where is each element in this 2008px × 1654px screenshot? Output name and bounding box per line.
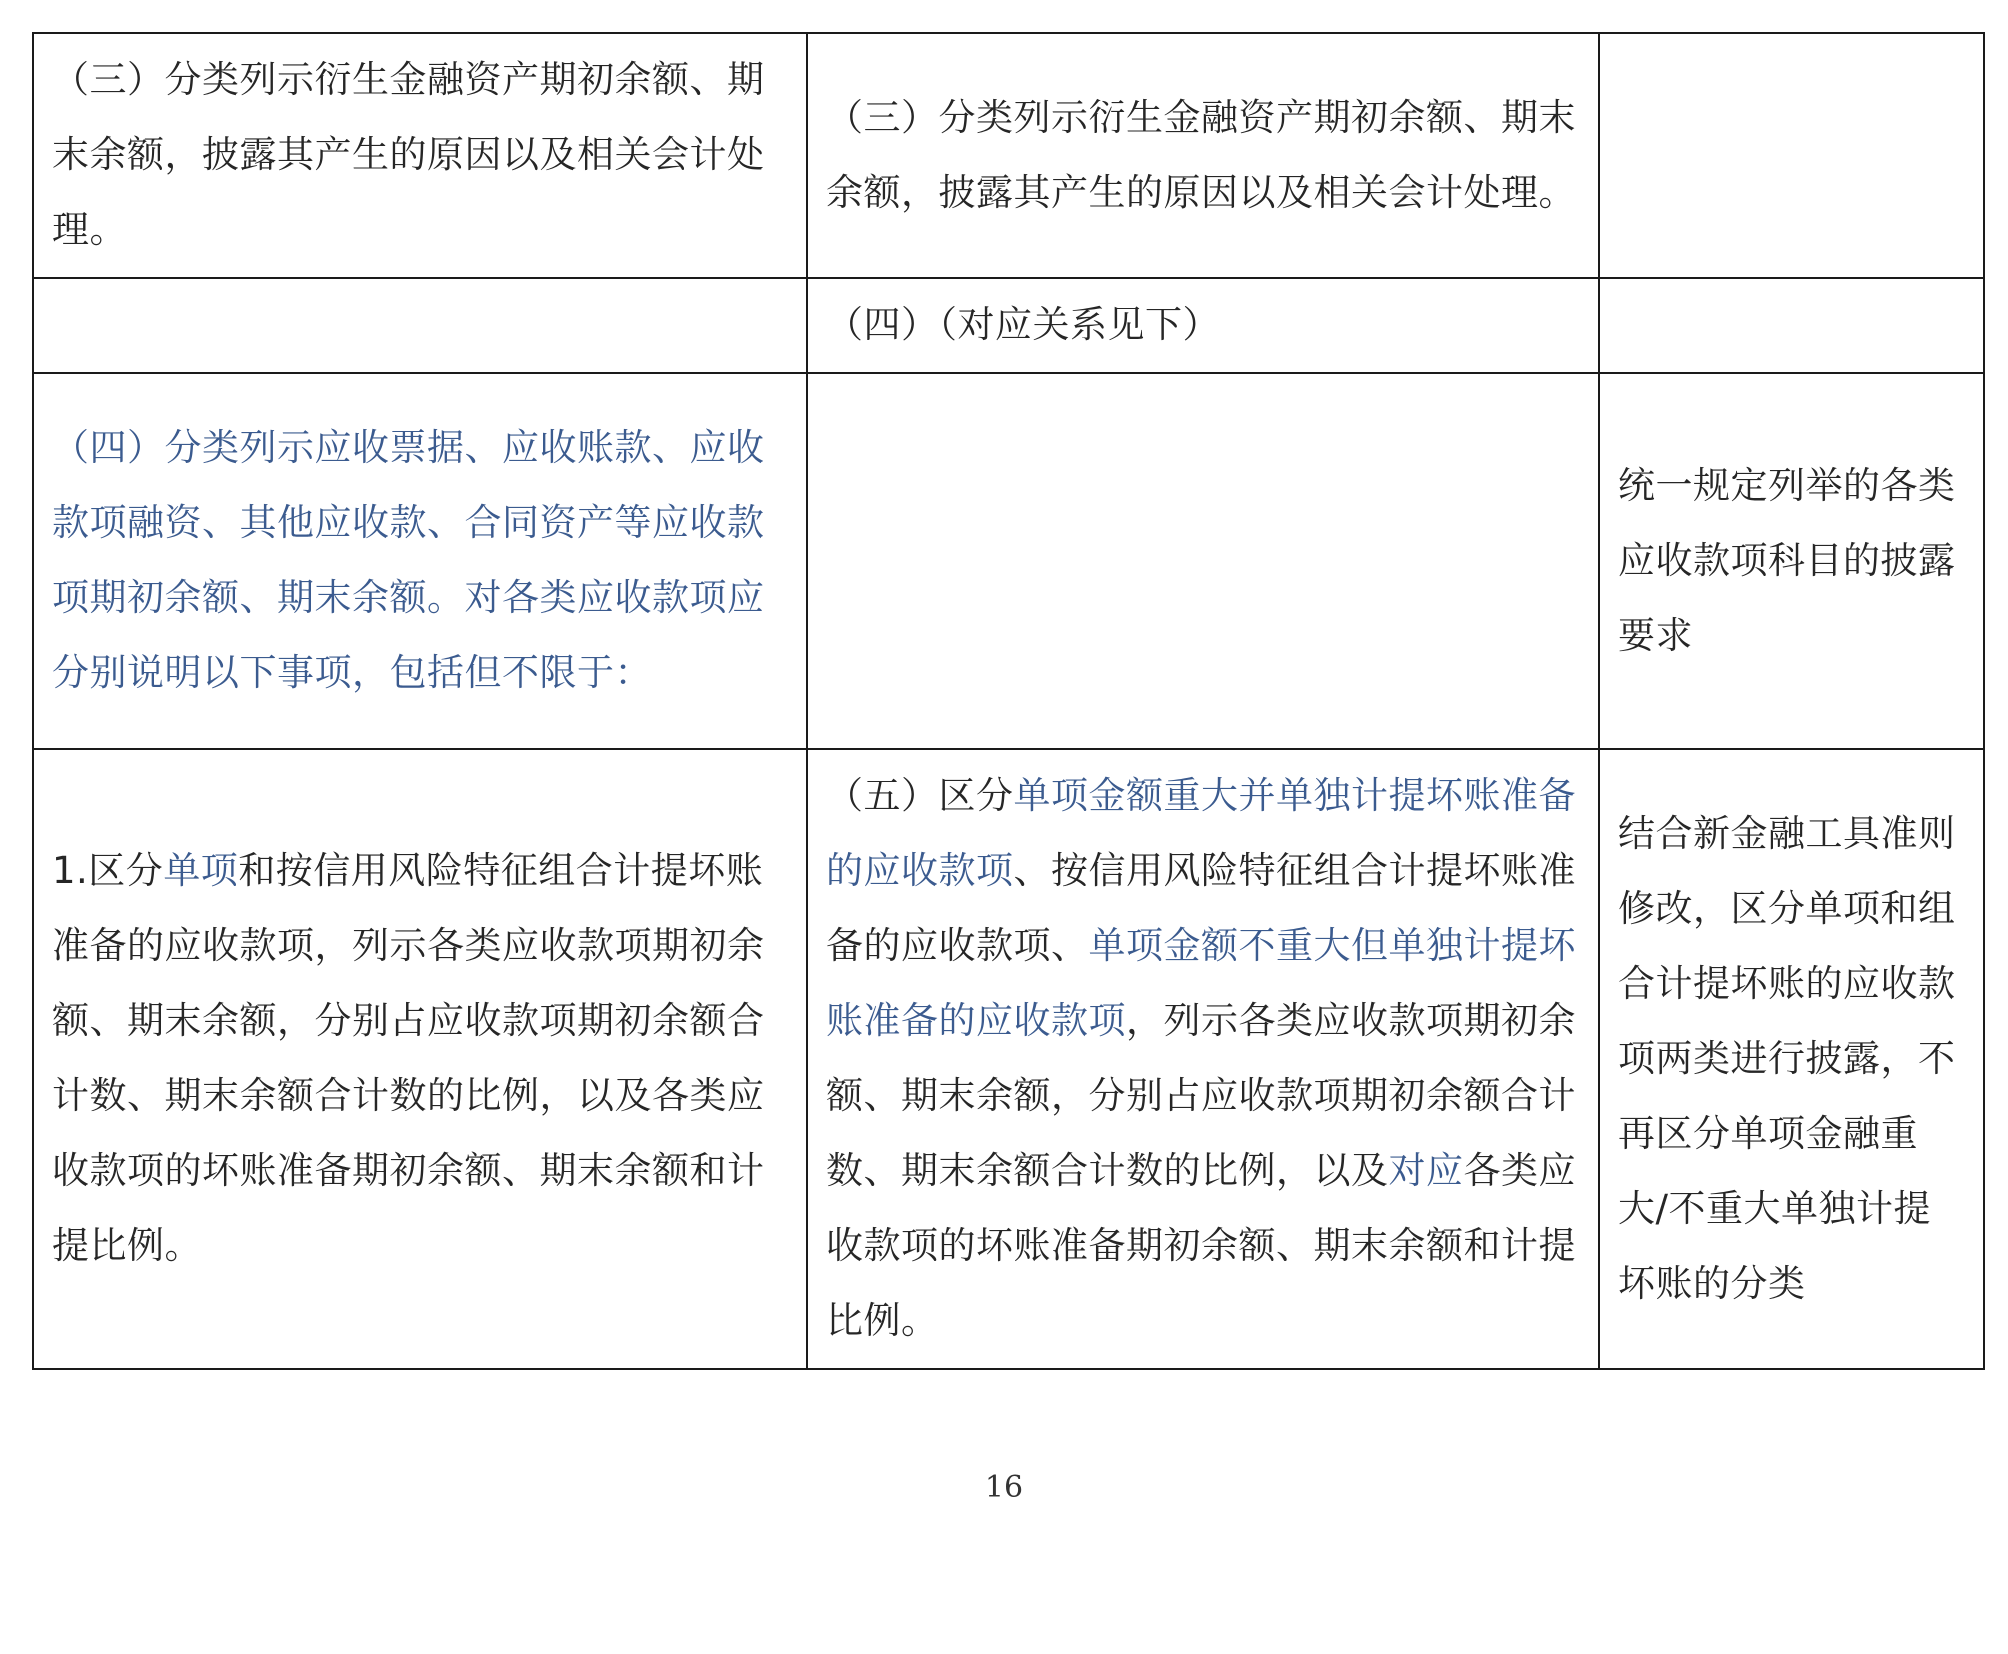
row-receivables-heading (33, 373, 1984, 749)
highlighted-text: 单项 (163, 849, 239, 892)
cell-text: 各类应收款项的坏账准备期初余额、期末余额和计提比例。 (826, 1149, 1576, 1342)
comparison-table (32, 32, 1985, 1370)
row-receivables-classification (33, 749, 1984, 1369)
cell-text: ，列示各类应收款项期初余额、期末余额，分别占应收款项期初余额合计数、期末余额合计数的比例，以及 (826, 999, 1576, 1192)
page-number: 16 (984, 1470, 1024, 1505)
row-derivative-assets (33, 33, 1984, 278)
remark-cell (1599, 33, 1984, 278)
previous-standard-cell (807, 33, 1599, 278)
cell-text: （四）（对应关系见下） (826, 303, 1220, 346)
old-standard-cell (33, 33, 807, 278)
comparison-table-body (33, 33, 1984, 1369)
remark-cell (1599, 749, 1984, 1369)
remark-cell (1599, 278, 1984, 373)
remark-cell (1599, 373, 1984, 749)
highlighted-text: 单项金额不重大但单独计提坏账准备的应收款项 (826, 924, 1576, 1042)
cell-text: 1.区分 (52, 849, 164, 892)
previous-standard-cell (807, 373, 1599, 749)
cell-text: （三）分类列示衍生金融资产期初余额、期末余额，披露其产生的原因以及相关会计处理。 (826, 95, 1576, 214)
highlighted-text: （四）分类列示应收票据、应收账款、应收款项融资、其他应收款、合同资产等应收款项期初余额、期末余额。对各类应收款项应分别说明以下事项，包括但不限于： (52, 426, 765, 694)
row-correspondence-note (33, 278, 1984, 373)
previous-standard-cell (807, 278, 1599, 373)
cell-text: 统一规定列举的各类应收款项科目的披露要求 (1618, 463, 1956, 657)
old-standard-cell (33, 278, 807, 373)
cell-text: （三）分类列示衍生金融资产期初余额、期末余额，披露其产生的原因以及相关会计处理。 (52, 58, 765, 251)
cell-text: 和按信用风险特征组合计提坏账准备的应收款项，列示各类应收款项期初余额、期末余额，分别占应收款项期初余额合计数、期末余额合计数的比例，以及各类应收款项的坏账准备期初余额、期末余额和计提比例。 (52, 849, 765, 1267)
cell-text: （五）区分 (826, 774, 1014, 817)
highlighted-text: 单项金额重大并单独计提坏账准备的应收款项 (826, 774, 1576, 892)
cell-text: 结合新金融工具准则修改，区分单项和组合计提坏账的应收款项两类进行披露，不再区分单项金融重大/不重大单独计提坏账的分类 (1618, 811, 1956, 1305)
old-standard-cell (33, 749, 807, 1369)
old-standard-cell (33, 373, 807, 749)
cell-text: 、按信用风险特征组合计提坏账准备的应收款项、 (826, 849, 1576, 967)
highlighted-text: 对应 (1388, 1149, 1464, 1192)
previous-standard-cell (807, 749, 1599, 1369)
